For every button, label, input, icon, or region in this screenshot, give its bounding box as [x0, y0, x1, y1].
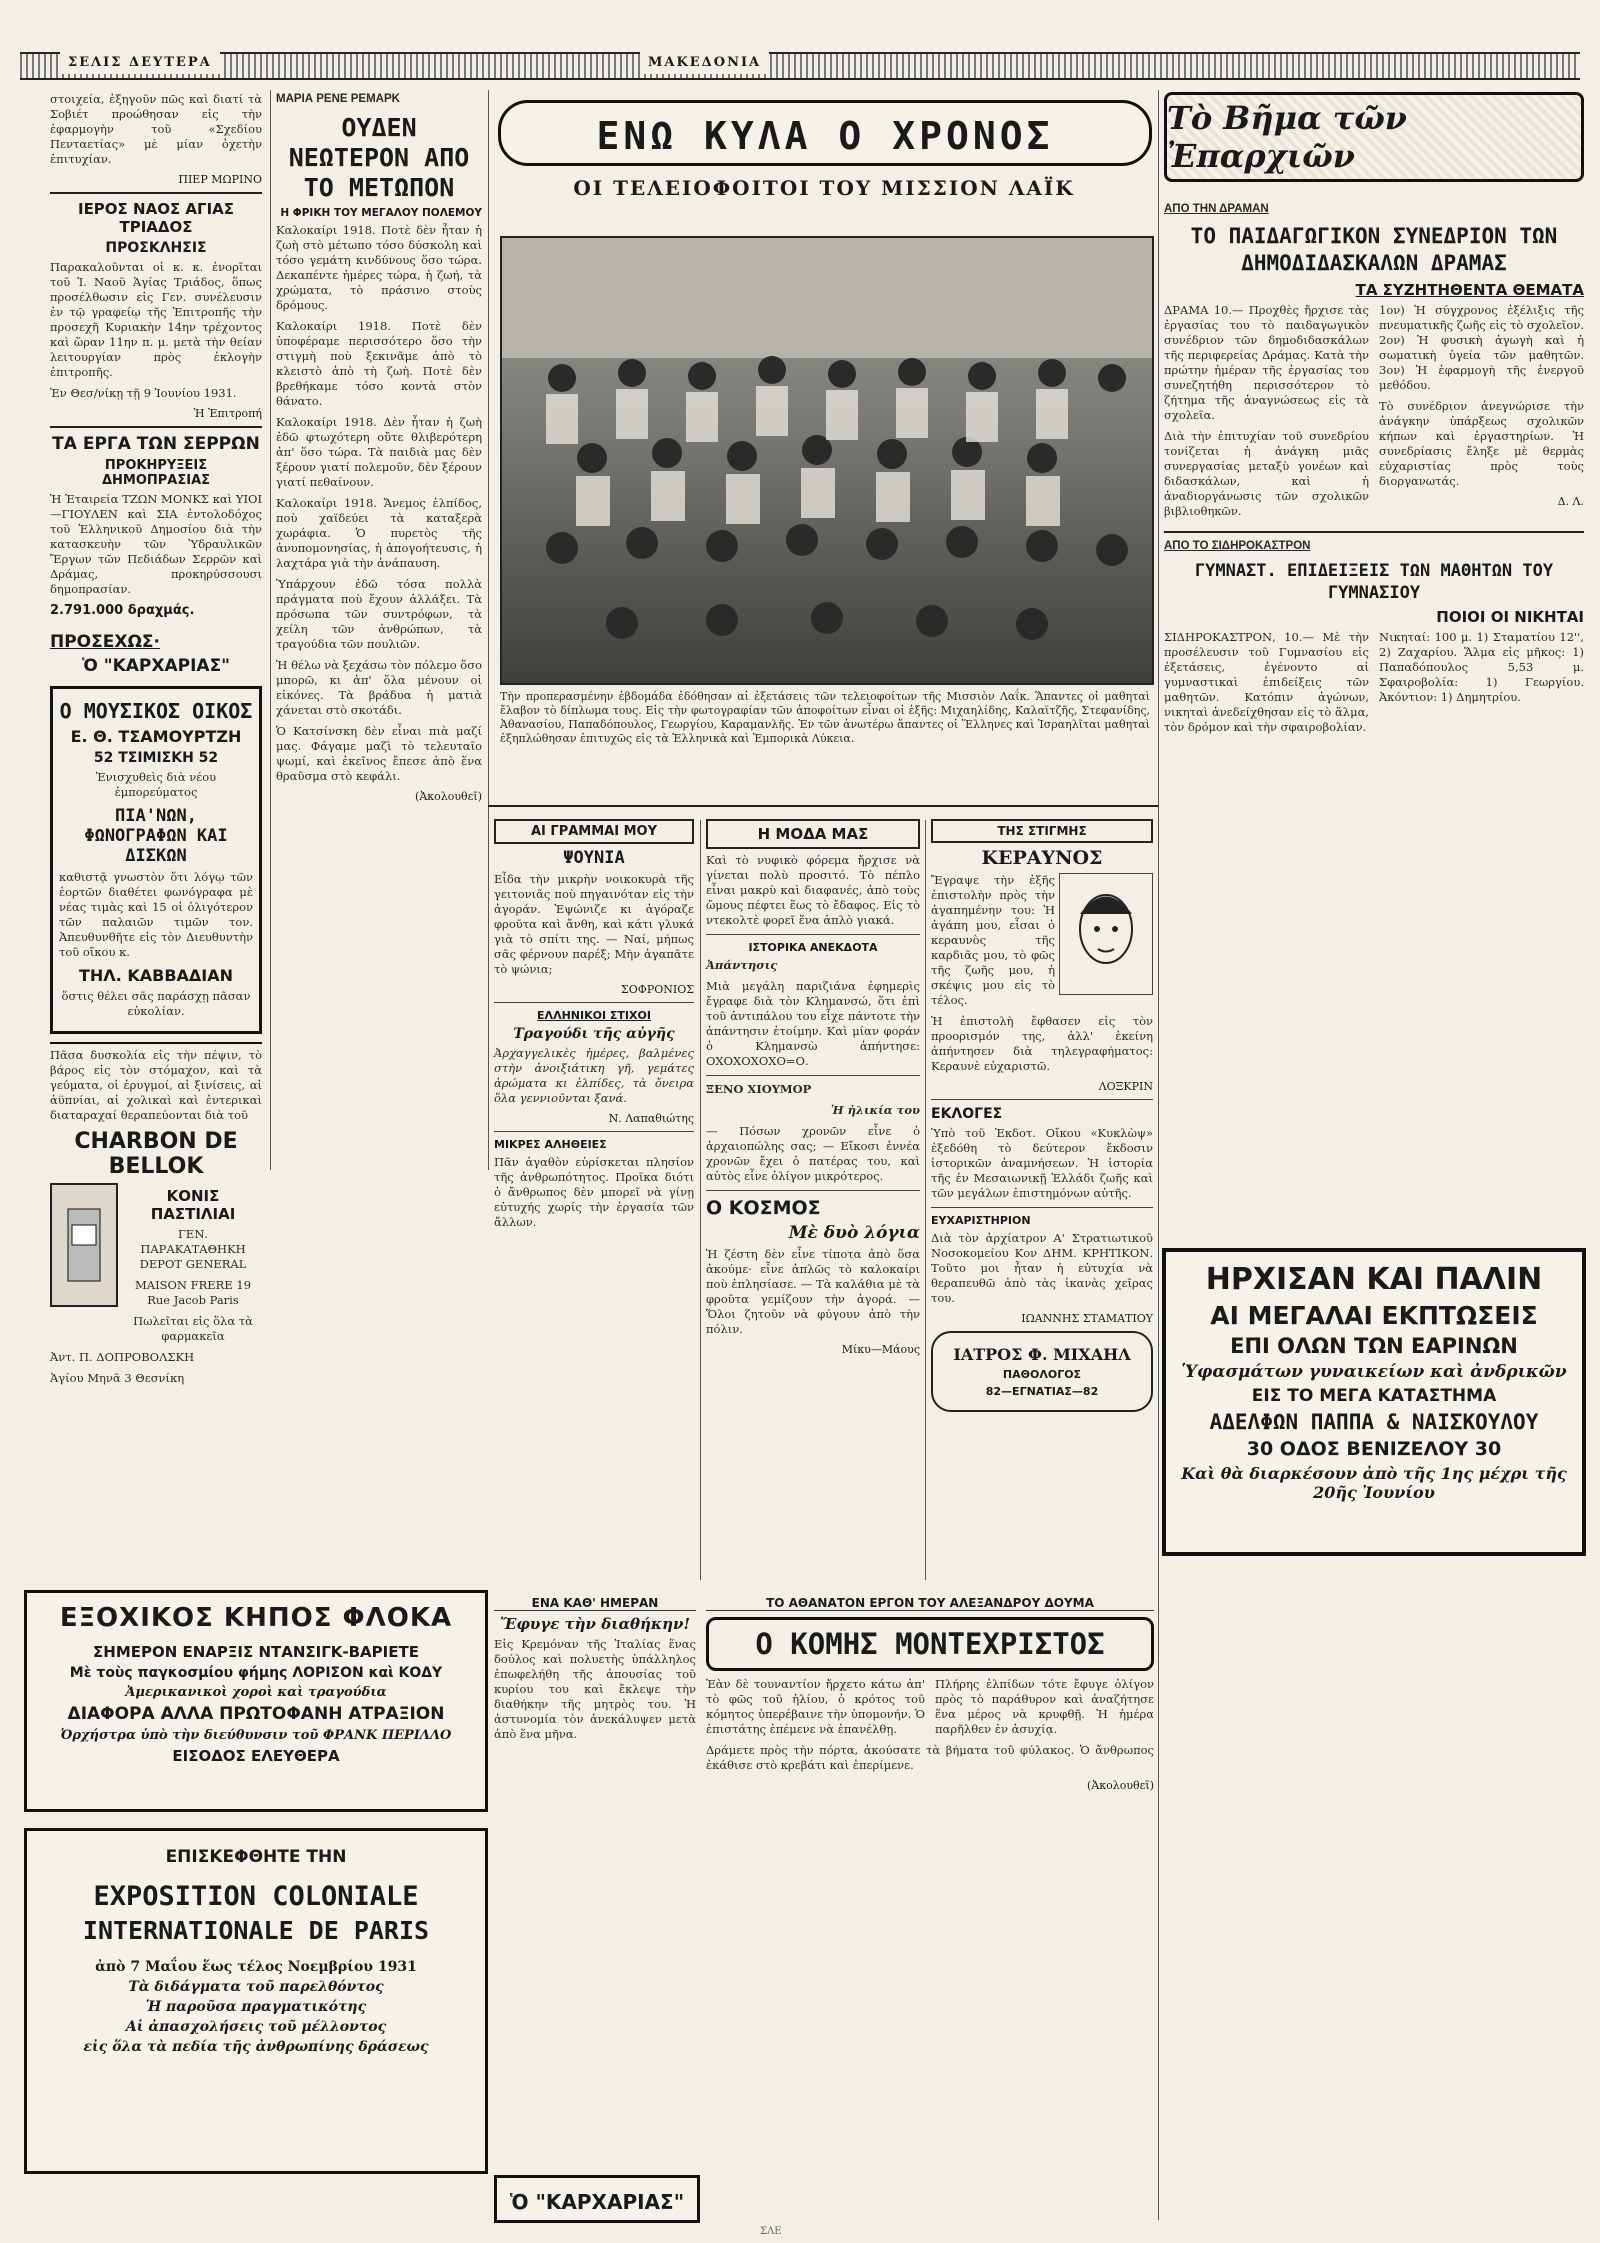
stigmi-text: Ἔγραψε τὴν ἐξῆς ἐπιστολὴν πρὸς τὴν ἀγαπημένην του: Ἠ ἀγάπη μου, εἶσαι ὁ κεραυνὸς τῆς καρδιᾶς μου, τὸ φῶς τῆς ζωῆς μου, ἡ σκέψις μου εἰς τὸ τέλος. [931, 873, 1055, 1007]
music-shop-text: Ἐνισχυθεὶς διὰ νέου ἐμπορεύματος [95, 770, 217, 799]
expo-line-3: INTERNATIONALE DE PARIS [82, 1916, 430, 1945]
grammai-header: ΑΙ ΓΡΑΜΜΑΙ ΜΟΥ [494, 819, 694, 844]
grammai-title: ΨΟΥΝΙΑ [563, 848, 625, 868]
pappa-line-4: Ὑφασμάτων γυναικείων καὶ ἀνδρικῶν [1181, 1362, 1567, 1382]
pappa-line-8: Καὶ θὰ διαρκέσουν ἀπὸ τῆς 1ης μέχρι τῆς 20ῆς Ἰουνίου [1181, 1464, 1567, 1502]
column-1 [50, 92, 262, 1385]
center-title-banner [498, 100, 1152, 166]
page-footer: ΣΛΕ [760, 2226, 782, 2237]
column-2-remarque [276, 92, 482, 1162]
charbon-subtitle: ΚΟΝΙΣ ΠΑΣΤΙΛΙΑΙ [150, 1187, 236, 1223]
ekloges-header: ΕΚΛΟΓΕΣ [931, 1106, 1003, 1122]
music-shop-address: 52 ΤΣΙΜΙΣΚΗ 52 [93, 750, 219, 766]
serial-paragraph: Καλοκαίρι 1918. Ποτὲ δὲν ὑποφέραμε περισσότερο ὅσο τὴν στιγμὴ ποὺ ξεκινᾶμε ἀπὸ τὸ κλειστὸ ἀπὸ τὴ ζωὴ. Ποτὲ δὲν βρεθήκαμε τόσο κοντὰ στὸν θάνατο. [276, 319, 482, 408]
moda-text: Καὶ τὸ νυφικὸ φόρεμα ἤρχισε νὰ γίνεται πολὺ προσιτό. Τὸ πέπλο εἶναι μακρὺ καὶ διαφανές, ἀπὸ τοὺς ὤμους πέφτει ἕως τὸ ἔδαφος. Εἰς τὸ ντεκολτὲ φορεῖ ἕνα ἁπλὸ γιακά. [706, 853, 920, 927]
stigmi-title: ΚΕΡΑΥΝΟΣ [981, 847, 1103, 869]
expo-line-2: EXPOSITION COLONIALE [93, 1881, 419, 1912]
music-shop-title: Ο ΜΟΥΣΙΚΟΣ ΟΙΚΟΣ [59, 699, 253, 723]
doctor-ad [931, 1331, 1153, 1412]
floka-line-3: Ἀμερικανικοὶ χοροὶ καὶ τραγούδια [125, 1685, 387, 1700]
serial-title: ΟΥΔΕΝ ΝΕΩΤΕΡΟΝ ΑΠΟ ΤΟ ΜΕΤΩΠΟΝ [288, 113, 470, 202]
center-subtitle: ΟΙ ΤΕΛΕΙΟΦΟΙΤΟΙ ΤΟΥ ΜΙΣΣΙΟΝ ΛΑΪΚ [573, 176, 1075, 200]
truths-text: Πᾶν ἀγαθὸν εὑρίσκεται πλησίον τῆς ἀνθρωπότητος. Προῖκα διότι ὁ ἄνθρωπος δὲν μπορεῖ νὰ γίνῃ εὐτυχής χωρίς τὴν ἐργασία τῶν ἄλλων. [494, 1155, 694, 1229]
church-signature: Ἡ Ἐπιτροπή [193, 407, 262, 420]
serial-paragraph: Καλοκαίρι 1918. Ποτὲ δὲν ἦταν ἡ ζωὴ στὸ μέτωπο τόσο δύσκολη καὶ τόσο γεμάτη κινδύνους ὅσο τώρα. Δεκαπέντε ἡμέρες τώρα, ἡ ζωή, τὰ χρώματα, τὸ πράσινο στοὺς δρόμους. [276, 223, 482, 312]
serres-text: Ἡ Ἑταιρεία ΤΖΩΝ ΜΟΝΚΣ καὶ ΥΙΟΙ—ΓΙΟΥΛΕΝ καὶ ΣΙΑ ἐντολοδόχος τοῦ Ἑλληνικοῦ Δημοσίου διὰ τὴν κατασκευὴν τῶν Ὑδραυλικῶν Ἔργων τῶν Πεδιάδων Σερρῶν καὶ Δράμας, προκηρύσσουσι δημοπρασίαν. [50, 492, 262, 596]
expo-line-7: Αἱ ἀπασχολήσεις τοῦ μέλλοντος [125, 2019, 387, 2035]
church-subtitle: ΠΡΟΣΚΛΗΣΙΣ [105, 240, 207, 256]
thanks-signature: ΙΩΑΝΝΗΣ ΣΤΑΜΑΤΙΟΥ [1021, 1312, 1153, 1325]
charbon-depot: ΓΕΝ. ΠΑΡΑΚΑΤΑΘΗΚΗ DEPOT GENERAL [139, 1227, 247, 1271]
music-shop-body: καθιστᾷ γνωστὸν ὅτι λόγῳ τῶν ἑορτῶν διαθέτει φωνόγραφα μὲ νέας τιμὰς καὶ 15 οἱ ὀλιγότερον τῶν παλαιῶν τιμῶν τον. Ἀπευθυνθῆτε εἰς τὸν Διευθυντὴν τοῦ οἴκου κ. [59, 870, 253, 959]
anecdote-title: Ἀπάντησις [706, 958, 778, 972]
charbon-address: Ἁγίου Μηνᾶ 3 Θεσνίκη [50, 1371, 185, 1385]
cosmos-subtitle: Μὲ δυὸ λόγια [788, 1223, 920, 1243]
poem-text: Ἀρχαγγελικὲς ἡμέρες, βαλμένες στὴν ἀνοιξιάτικη γῆ, γεμάτες ἀρώματα κι ἐλπίδες, τὰ ὄνειρα ὅλα γεννιοῦνται ξανά. [494, 1046, 694, 1105]
cosmos-text: Ἡ ζέστη δὲν εἶνε τίποτα ἀπὸ ὅσα ἀκούμε· εἶνε ἁπλῶς τὸ καλοκαίρι ποὺ ἐπλησίασε. — Τὰ καλάθια μὲ τὰ φροῦτα γεμίζουν τὴν ἀγορά. — Ὅλοι ζητοῦν νὰ φύγουν ἀπὸ τὴν πόλιν. [706, 1247, 920, 1336]
church-date: Ἐν Θεσ/νίκῃ τῇ 9 Ἰουνίου 1931. [50, 386, 237, 400]
pappa-line-1: ΗΡΧΙΣΑΝ ΚΑΙ ΠΑΛΙΝ [1205, 1262, 1543, 1297]
doctor-address: 82—ΕΓΝΑΤΙΑΣ—82 [985, 1385, 1099, 1398]
column-rule [270, 90, 271, 1170]
attention-heading: ΠΡΟΣΕΧΩΣ· [50, 632, 160, 652]
music-shop-ad [50, 686, 262, 1034]
expo-line-8: εἰς ὅλα τὰ πεδία τῆς ἀνθρωπίνης δράσεως [83, 2039, 429, 2055]
sidirokastron-headline: ΓΥΜΝΑΣΤ. ΕΠΙΔΕΙΞΕΙΣ ΤΩΝ ΜΑΘΗΤΩΝ ΤΟΥ ΓΥΜΝΑΣΙΟΥ [1194, 561, 1554, 603]
pappa-discount-ad [1162, 1248, 1586, 1556]
pappa-line-7: 30 ΟΔΟΣ ΒΕΝΙΖΕΛΟΥ 30 [1246, 1438, 1502, 1460]
pappa-line-2: ΑΙ ΜΕΓΑΛΑΙ ΕΚΠΤΩΣΕΙΣ [1210, 1301, 1538, 1330]
photo-caption: Τὴν προπερασμένην ἑβδομάδα ἐδόθησαν αἱ ἐξετάσεις τῶν τελειοφοίτων τῆς Μισσιὸν Λαΐκ. Ἅπαντες οἱ μαθηταὶ ἔλαβον τὸ δίπλωμα τους. Εἰς τὴν φωτογραφίαν τῶν ἀποφοίτων εἶναι οἱ ἑξῆς: Μιχαηλίδης, Καλαϊτζῆς, Στεφανίδης, Ἀθανασίου, Παπαδόπουλος, Γεωργίου, Καραμανλῆς. Ἐν τῶν ἀνωτέρω ἅπαντες οἱ Ἕλληνες καὶ Ἰσραηλῖται μαθηταὶ ἐξηπλώθησαν ἐπιτυχῶς εἰς τὰ Ἑλληνικὰ καὶ Ἐμπορικὰ Λύκεια. [500, 690, 1150, 745]
floka-line-6: ΕΙΣΟΔΟΣ ΕΛΕΥΘΕΡΑ [172, 1747, 340, 1765]
music-shop-owner: Ε. Θ. ΤΣΑΜΟΥΡΤΖΗ [70, 727, 242, 746]
graduates-photo-figures [502, 238, 1152, 683]
floka-line-2: Μὲ τοὺς παγκοσμίου φήμης ΛΟΡΙΣΟΝ καὶ ΚΟΔΥ [69, 1665, 443, 1681]
thanks-header: ΕΥΧΑΡΙΣΤΗΡΙΟΝ [931, 1214, 1031, 1227]
serial-author: ΜΑΡΙΑ ΡΕΝΕ ΡΕΜΑΡΚ [276, 93, 400, 105]
serial-paragraph: Καλοκαίρι 1918. Ἄνεμος ἐλπίδος, ποὺ χαϊδεύει τὰ καταξερὰ χωράφια. Ὁ πυρετὸς τῆς ἀνυπομονησίας, ἡ ἀπογοήτευσις, ἡ λαχτάρα γιὰ τὴν ἀνάπαυση. [276, 496, 482, 570]
charbon-agent: Ἀντ. Π. ΔΟΠΡΟΒΟΛΣΚΗ [50, 1350, 195, 1364]
vima-text: Τὸ συνέδριον ἀνεγνώρισε τὴν ἀνάγκην ὑπάρξεως σχολικῶν κήπων καὶ ἐργαστηρίων. Ἡ συνεδρίασις ἔληξε μὲ θερμὰς εὐχαριστίας πρὸς τοὺς διοργανωτάς. [1379, 399, 1584, 488]
section-rule [488, 805, 1158, 807]
floka-title: ΕΞΟΧΙΚΟΣ ΚΗΠΟΣ ΦΛΟΚΑ [59, 1603, 453, 1633]
humor-text: — Πόσων χρονῶν εἶνε ὁ ἀρχαιοπώλης σας; — Εἴκοσι ἐννέα χρονῶν ἔχει ὁ πατέρας του, καὶ αὐτὸς εἶνε ὀλίγον μικρότερος. [706, 1124, 920, 1183]
dumas-header: ΤΟ ΑΘΑΝΑΤΟΝ ΕΡΓΟΝ ΤΟΥ ΑΛΕΞΑΝΔΡΟΥ ΔΟΥΜΑ [706, 1596, 1154, 1611]
column-dumas [706, 1592, 1154, 2212]
cosmos-signature: Μίκυ—Μάους [841, 1343, 920, 1356]
serres-title: ΤΑ ΕΡΓΑ ΤΩΝ ΣΕΡΡΩΝ [52, 434, 260, 454]
karcharias-banner [494, 2175, 700, 2223]
vima-headline: ΤΟ ΠΑΙΔΑΓΩΓΙΚΟΝ ΣΥΝΕΔΡΙΟΝ ΤΩΝ ΔΗΜΟΔΙΔΑΣΚΑΛΩΝ ΔΡΑΜΑΣ [1190, 224, 1558, 275]
intro-signature: ΠΙΕΡ ΜΩΡΙΝΟ [178, 173, 262, 186]
expo-line-1: ΕΠΙΣΚΕΦΘΗΤΕ ΤΗΝ [165, 1847, 347, 1867]
poem-title: Τραγούδι τῆς αὐγῆς [513, 1026, 675, 1042]
charbon-ad [50, 1042, 262, 1386]
serial-paragraph: Καλοκαίρι 1918. Δὲν ἦταν ἡ ζωὴ ἐδῶ φτωχότερη οὔτε θλιβερότερη ἀπ' ὅσο τώρα. Τὰ παιδιὰ μας δὲν ξέρουν γιατί πολεμοῦν, δὲν ξέρουν γιατί πεθαίνουν. [276, 415, 482, 489]
expo-line-5: Τὰ διδάγματα τοῦ παρελθόντος [128, 1979, 384, 1995]
charbon-text: Πᾶσα δυσκολία εἰς τὴν πέψιν, τὸ βάρος εἰς τὸν στόμαχον, καὶ τὰ γεύματα, οἱ ἐρυγμοί, αἱ ξινίσεις, αἱ ἀϋπνίαι, αἱ χολικαὶ καὶ ἐντερικαὶ διαταραχαί θεραπεύονται διὰ τοῦ [50, 1048, 262, 1122]
poem-signature: Ν. Λαπαθιώτης [608, 1112, 694, 1125]
column-moda [706, 815, 920, 1575]
kath-text: Εἰς Κρεμόναν τῆς Ἰταλίας ἕνας δούλος καὶ πολυετὴς ὑπάλληλος ἐπωφελήθη τῆς ἀπουσίας τοῦ κυρίου του καὶ ἔκλεψε τὴν διαθήκην τῆς μητρὸς του. Ἡ ἀστυνομία τὸν ἀνεκάλυψεν μετὰ ἀπὸ ἕνα μῆνα. [494, 1637, 696, 1741]
karcharias-banner-text: Ὁ "ΚΑΡΧΑΡΙΑΣ" [509, 2190, 685, 2214]
serial-subtitle: Η ΦΡΙΚΗ ΤΟΥ ΜΕΓΑΛΟΥ ΠΟΛΕΜΟΥ [280, 207, 482, 219]
sidirokastron-subheadline: ΠΟΙΟΙ ΟΙ ΝΙΚΗΤΑΙ [1436, 608, 1584, 626]
serres-subtitle: ΠΡΟΚΗΡΥΞΕΙΣ ΔΗΜΟΠΡΑΣΙΑΣ [101, 458, 211, 488]
dumas-continues: (Ἀκολουθεῖ) [1087, 1779, 1154, 1792]
column-rule [488, 90, 489, 1170]
floka-line-4: ΔΙΑΦΟΡΑ ΑΛΛΑ ΠΡΩΤΟΦΑΝΗ ΑΤΡΑΞΙΟΝ [67, 1704, 445, 1724]
serial-paragraph: Ὁ Κατσίνσκη δὲν εἶναι πιὰ μαζί μας. Φάγαμε μαζὶ τὸ τελευταῖο ψωμί, καὶ ἐκεῖνος ἔπεσε ἀπὸ ἕνα θραῦσμα στὸ κεφάλι. [276, 724, 482, 783]
serial-continues: (Ἀκολουθεῖ) [415, 790, 482, 803]
masthead-rule [20, 52, 1580, 80]
column-vima [1164, 92, 1584, 1242]
serial-paragraph: Ὑπάρχουν ἐδῶ τόσα πολλὰ πράγματα ποὺ ἔχουν ἀλλάξει. Τὰ πρόσωπα τῶν συντρόφων, τὰ χείλη τῶν ἀνθρώπων, τὰ τραγούδια τῶν πουλιῶν. [276, 577, 482, 651]
kath-title: Ἔφυγε τὴν διαθήκην! [499, 1615, 691, 1633]
humor-header: ΞΕΝΟ ΧΙΟΥΜΟΡ [706, 1082, 812, 1096]
vima-text: ΔΡΑΜΑ 10.— Προχθὲς ἤρχισε τὰς ἐργασίας του τὸ παιδαγωγικὸν συνέδριον τῶν δημοδιδασκάλων τῆς περιφερείας Δράμας. Κατὰ τὴν πρώτην ἡμέραν τῆς ἐργασίας του συνεζητήθη περισσότερον τὸ ζήτημα τῆς ἀναγνώσεως εἰς τὰ σχολεῖα. [1164, 303, 1369, 422]
grammai-signature: ΣΟΦΡΟΝΙΟΣ [621, 983, 694, 996]
doctor-name: ΙΑΤΡΟΣ Φ. ΜΙΧΑΗΛ [953, 1345, 1131, 1364]
column-rule [700, 820, 701, 1580]
vima-subheadline: ΤΑ ΣΥΖΗΤΗΘΕΝΤΑ ΘΕΜΑΤΑ [1355, 281, 1584, 299]
church-text: Παρακαλοῦνται οἱ κ. κ. ἐνορῖται τοῦ Ἱ. Ναοῦ Ἁγίας Τριάδος, ὅπως προσέλθωσιν εἰς Γεν. συνέλευσιν ἐν τῷ γραφείῳ τῆς Ἐπιτροπῆς τὴν προσεχῆ Κυριακὴν 14ην τρέχοντος καὶ ὥραν 11ην π. μ. μετὰ τὴν θείαν λειτουργίαν πρὸς ἐκλογὴν ἐπιτροπῆς. [50, 260, 262, 379]
dumas-title: Ο ΚΟΜΗΣ ΜΟΝΤΕΧΡΙΣΤΟΣ [755, 1627, 1105, 1661]
exposition-ad [24, 1828, 488, 2174]
sidirokastron-text: ΣΙΔΗΡΟΚΑΣΤΡΟΝ, 10.— Μὲ τὴν προσέλευσιν τοῦ Γυμνασίου εἰς ἐξετάσεις, ἐγένοντο αἱ γυμναστικαὶ ἐπιδείξεις τῶν μαθητῶν. Κατόπιν ἀγώνων, νικηταὶ ἀνεδείχθησαν εἰς τὸ ἅλμα, τὸν δρόμον καὶ τὴν σφαιροβολίαν. [1164, 630, 1369, 734]
pappa-line-6: ΑΔΕΛΦΩΝ ΠΑΠΠΑ & ΝΑΙΣΚΟΥΛΟΥ [1209, 1410, 1539, 1434]
cosmos-title: Ο ΚΟΣΜΟΣ [706, 1197, 821, 1219]
dumas-text: Δράμετε πρὸς τὴν πόρτα, ἀκούσατε τὰ βήματα τοῦ φύλακος. Ὁ ἄνθρωπος ἐκάθισε στὸ κρεβάτι καὶ ἐπερίμενε. [706, 1743, 1154, 1772]
vima-text: 1ον) Ἡ σύγχρονος ἐξέλιξις τῆς πνευματικῆς ζωῆς εἰς τὸ σχολεῖον. 2ον) Ἡ φυσικὴ ἀγωγὴ καὶ ἡ σωματικὴ ὑγεία τῶν μαθητῶν. 3ον) Ἡ ἐφαρμογὴ τῆς ἐνεργοῦ μεθόδου. [1379, 303, 1584, 392]
intro-text: στοιχεία, ἐξηγοῦν πῶς καὶ διατί τὰ Σοβιέτ προώθησαν εἰς τὴν ἐφαρμογὴν τοῦ «Σχεδίου Πενταετίας» μὲ μίαν ὀχετὴν ἐπιτυχίαν. [50, 92, 262, 166]
vima-title: Τὸ Βῆμα τῶν Ἐπαρχιῶν [1167, 99, 1407, 175]
column-kath-imeran [494, 1592, 696, 2162]
stigmi-header: ΤΗΣ ΣΤΙΓΜΗΣ [931, 819, 1153, 843]
stigmi-signature: ΛΟΞΚΡΙΝ [1098, 1080, 1153, 1093]
pappa-line-3: ΕΠΙ ΟΛΩΝ ΤΩΝ ΕΑΡΙΝΩΝ [1230, 1334, 1518, 1358]
masthead-paper-name: ΜΑΚΕΔΟΝΙΑ [640, 52, 769, 74]
floka-garden-ad [24, 1590, 488, 1812]
vima-text: Διὰ τὴν ἐπιτυχίαν τοῦ συνεδρίου τονίζεται ἡ ἀνάγκη μιᾶς συνεργασίας μεταξὺ γονέων καὶ διδασκάλων, καὶ ἡ ἀναδιοργάνωσις τῶν σχολικῶν βιβλιοθηκῶν. [1164, 429, 1369, 518]
column-grammai [494, 815, 694, 1575]
vima-banner [1164, 92, 1584, 182]
vima-origin: ΑΠΟ ΤΗΝ ΔΡΑΜΑΝ [1164, 203, 1269, 215]
music-shop-items: ΠΙΑ'ΝΩΝ, ΦΩΝΟΓΡΑΦΩΝ ΚΑΙ ΔΙΣΚΩΝ [84, 806, 228, 866]
column-stigmi [931, 815, 1153, 1575]
vima-signature: Δ. Λ. [1557, 495, 1584, 508]
pappa-line-5: ΕΙΣ ΤΟ ΜΕΓΑ ΚΑΤΑΣΤΗΜΑ [1251, 1386, 1497, 1406]
sidirokastron-origin: ΑΠΟ ΤΟ ΣΙΔΗΡΟΚΑΣΤΡΟΝ [1164, 540, 1311, 552]
humor-title: Ἡ ἡλικία του [830, 1103, 920, 1117]
column-rule [925, 820, 926, 1580]
poems-header: ΕΛΛΗΝΙΚΟΙ ΣΤΙΧΟΙ [537, 1009, 651, 1022]
floka-line-1: ΣΗΜΕΡΟΝ ΕΝΑΡΞΙΣ ΝΤΑΝΣΙΓΚ-ΒΑΡΙΕΤΕ [93, 1643, 419, 1661]
kath-header: ΕΝΑ ΚΑΘ' ΗΜΕΡΑΝ [494, 1596, 696, 1611]
anecdote-header: ΙΣΤΟΡΙΚΑ ΑΝΕΚΔΟΤΑ [748, 941, 878, 954]
stigmi-text-2: Ἡ ἐπιστολὴ ἔφθασεν εἰς τὸν προορισμόν της, ἀλλ' ἐκείνη ἀπήντησεν διὰ τηλεγραφήματος: Κεραυνὲ εὐχαριστῶ. [931, 1014, 1153, 1073]
graduates-photo [500, 236, 1154, 685]
thanks-text: Διὰ τὸν ἀρχίατρον Α' Στρατιωτικοῦ Νοσοκομείου Κον ΔΗΜ. ΚΡΗΤΙΚΟΝ. Τοῦτο μοι ἦταν ἡ εὐτυχία νὰ θεραπευθῶ ἀπὸ τὰς ἱκανὰς χεῖρας του. [931, 1231, 1153, 1305]
center-title: ΕΝΩ ΚΥΛΑ Ο ΧΡΟΝΟΣ [596, 114, 1054, 158]
charbon-maison: MAISON FRERE 19 Rue Jacob Paris [134, 1278, 252, 1307]
music-shop-footer: ὅστις θέλει σᾶς παράσχῃ πᾶσαν εὐκολίαν. [61, 989, 251, 1018]
grammai-text: Εἶδα τὴν μικρὴν νοικοκυρὰ τῆς γειτονιᾶς ποὺ πηγαινόταν εἰς τὴν ἀγοράν. Ἐψώνιζε κι ἀγόραζε φροῦτα καὶ ἄνθη, καὶ κάτι γλυκά γιὰ τὸ σπίτι της. — Ναί, μήπως σᾶς φέρνουν παρέξ; Μὴν ἀγαπᾶτε τὸ ψώνια; [494, 872, 694, 976]
moda-header: Η ΜΟΔΑ ΜΑΣ [706, 819, 920, 849]
sidirokastron-results: Νικηταί: 100 μ. 1) Σταματίου 12'', 2) Ζαχαρίου. Ἅλμα εἰς μῆκος: 1) Παπαδόπουλος 5,53 μ. Σφαιροβολία: 1) Γεωργίου. Ἀκόντιον: 1) Δημητρίου. [1379, 630, 1584, 704]
serres-amount: 2.791.000 δραχμάς. [50, 603, 195, 618]
music-shop-manager: ΤΗΛ. ΚΑΒΒΑΔΙΑΝ [79, 966, 233, 985]
church-title: ΙΕΡΟΣ ΝΑΟΣ ΑΓΙΑΣ ΤΡΙΑΔΟΣ [77, 200, 235, 236]
charbon-title: CHARBON DE BELLOK [74, 1129, 238, 1179]
doctor-specialty: ΠΑΘΟΛΟΓΟΣ [1002, 1368, 1082, 1381]
charbon-box-icon [50, 1183, 118, 1307]
dumas-title-box [706, 1617, 1154, 1671]
karcharias-notice: Ὁ "ΚΑΡΧΑΡΙΑΣ" [81, 656, 231, 676]
dumas-text: Πλήρης ἐλπίδων τότε ἔφυγε ὀλίγον πρὸς τὸ παράθυρον καὶ ἀναζήτησε ἕνα μέρος νὰ κρυφθῇ. Ἡ ἡμέρα παρῆλθεν ἐν ἀσυχίᾳ. [935, 1677, 1154, 1736]
ekloges-text: Ὑπὸ τοῦ Ἐκδοτ. Οἴκου «Κυκλὼψ» ἐξεδόθη τὸ δεύτερον ἔκδοσιν ἱστορικῶν ἀναμνήσεων. Ἡ ἱστορία τῆς ἐν Μεσαιωνικῇ Ἑλλάδι ζωῆς καὶ τῶν μεγάλων ἐπιστημόνων αὐτῆς. [931, 1126, 1153, 1200]
truths-header: ΜΙΚΡΕΣ ΑΛΗΘΕΙΕΣ [494, 1138, 607, 1151]
serial-paragraph: Ἡ θέλω νὰ ξεχάσω τὸν πόλεμο ὅσο μπορῶ, κι ἀπ' ὅλα μένουν οἱ εἰκόνες. Τὰ βράδυα ἡ ματιὰ χάνεται στὸ σκοτάδι. [276, 658, 483, 717]
charbon-sold: Πωλεῖται εἰς ὅλα τὰ φαρμακεῖα [133, 1314, 253, 1343]
dumas-text: Ἐὰν δὲ τουναντίον ἤρχετο κάτω ἀπ' τὸ φῶς τοῦ ἡλίου, ὁ κρότος τοῦ κόμητος ὑπερέβαινε τὴν ὑπομονήν. Ὁ ἐπιστάτης ἐπέμενε νὰ ἐπανέλθῃ. [706, 1677, 925, 1736]
masthead-page-label: ΣΕΛΙΣ ΔΕΥΤΕΡΑ [60, 52, 220, 74]
floka-line-5: Ὀρχήστρα ὑπὸ τὴν διεύθυνσιν τοῦ ΦΡΑΝΚ ΠΕΡΙΛΛΟ [60, 1728, 452, 1743]
expo-line-6: Ἡ παροῦσα πραγματικότης [145, 1999, 367, 2015]
portrait-sketch-icon [1059, 873, 1153, 995]
expo-line-4: ἀπὸ 7 Μαΐου ἕως τέλος Νοεμβρίου 1931 [95, 1959, 417, 1975]
anecdote-text: Μιὰ μεγάλη παριζιάνα ἐφημερὶς ἔγραφε διὰ τὸν Κλημανσώ, ὅτι ἐπὶ τοῦ ἀντιπάλου του εἶχε πάντοτε τὴν ἀπάντησιν ἑτοίμην. Καὶ μίαν φοράν ὁ Κλημανσὼ ἀπήντησε: ΟΧΟΧΟΧΟΧΟ=Ο. [706, 979, 920, 1068]
column-rule [1158, 90, 1159, 2220]
